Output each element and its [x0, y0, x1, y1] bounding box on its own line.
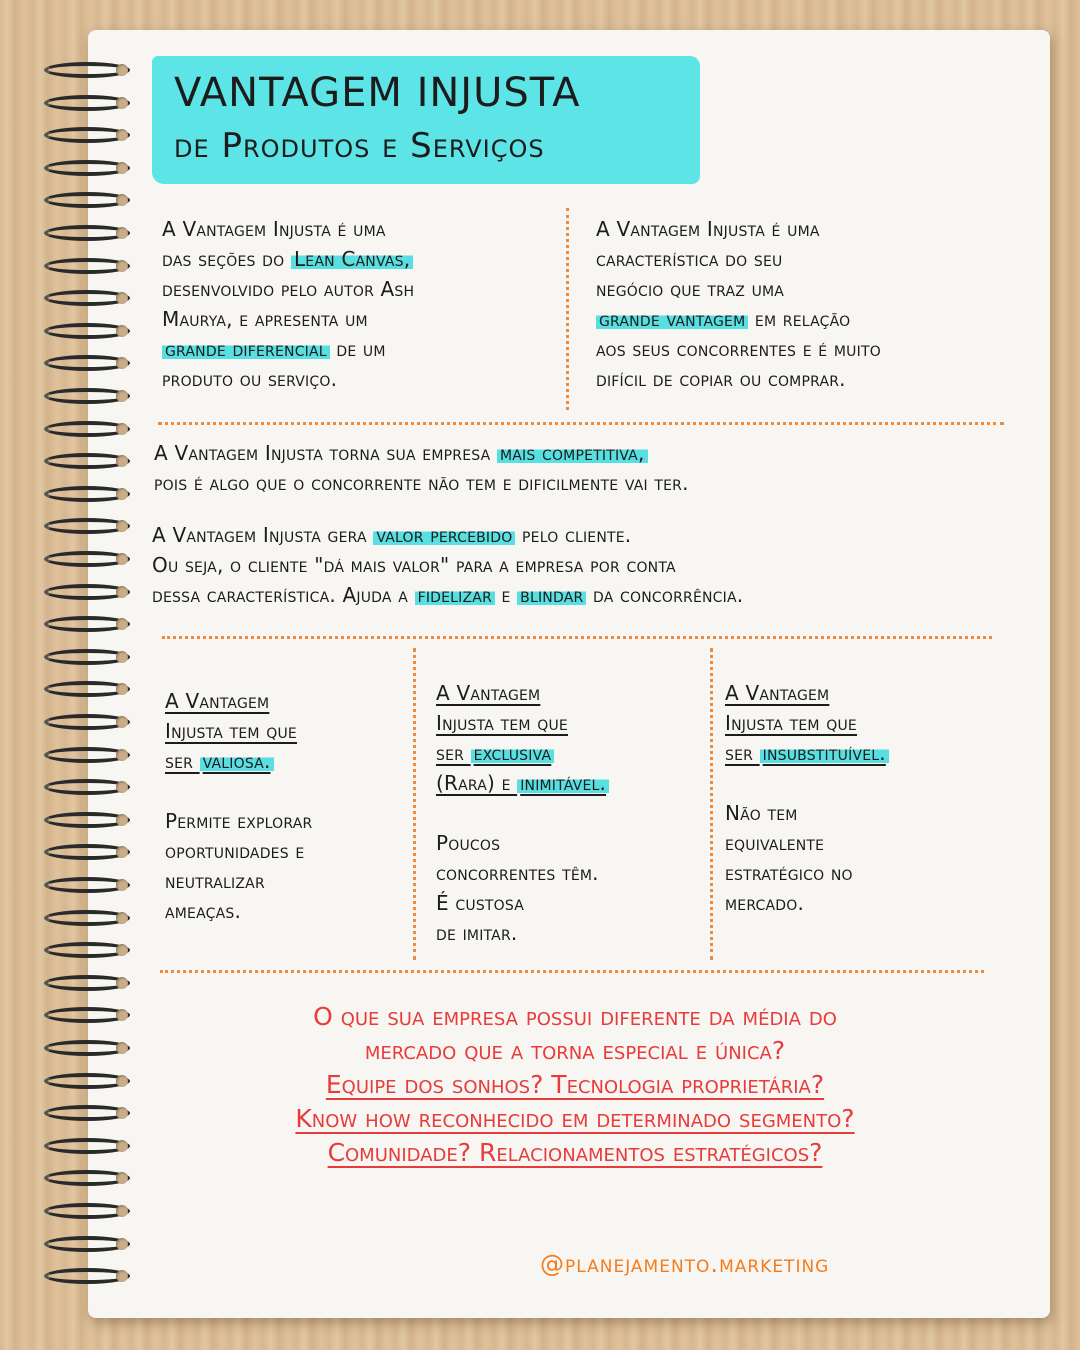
column-exclusive-heading: A Vantagem Injusta tem que ser exclusiva (Rara) e inimitável.	[436, 678, 706, 798]
binding-hole	[116, 912, 128, 924]
column-valuable-heading: A Vantagem Injusta tem que ser valiosa.	[165, 689, 297, 773]
column-irreplaceable-body: Não tem equivalente estratégico no mercado.	[725, 801, 853, 915]
binding-hole	[116, 488, 128, 500]
closing-question	[150, 1000, 1000, 1170]
title-box	[152, 56, 700, 184]
instagram-handle: @planejamento.marketing	[540, 1250, 830, 1278]
binding-hole	[116, 64, 128, 76]
binding-hole	[116, 1205, 128, 1217]
binding-hole	[116, 586, 128, 598]
divider-horizontal	[162, 636, 992, 639]
binding-hole	[116, 879, 128, 891]
divider-horizontal	[160, 970, 984, 973]
binding-hole	[116, 651, 128, 663]
page-title: VANTAGEM INJUSTA	[174, 70, 581, 116]
column-exclusive-body: Poucos concorrentes têm. É custosa de imitar.	[436, 831, 599, 945]
binding-hole	[116, 1042, 128, 1054]
binding-hole	[116, 162, 128, 174]
binding-hole	[116, 97, 128, 109]
binding-hole	[116, 1140, 128, 1152]
question-line: mercado que a torna especial e única?	[364, 1036, 786, 1065]
page-subtitle: de Produtos e Serviços	[174, 126, 545, 166]
divider-horizontal	[158, 422, 1004, 425]
binding-hole	[116, 325, 128, 337]
binding-hole	[116, 1075, 128, 1087]
binding-hole	[116, 749, 128, 761]
divider-vertical	[566, 208, 569, 410]
column-valuable-body: Permite explorar oportunidades e neutralizar ameaças.	[165, 809, 313, 923]
binding-hole	[116, 390, 128, 402]
competitive-block: A Vantagem Injusta torna sua empresa mais competitiva, pois é algo que o concorrente não tem e dificilmente vai ter.	[154, 441, 689, 495]
binding-hole	[116, 553, 128, 565]
intro-block-left: A Vantagem Injusta é uma das seções do Lean Canvas, desenvolvido pelo autor Ash Maurya, e apresenta um grande diferencial de um produto ou serviço.	[162, 217, 415, 391]
binding-hole	[116, 716, 128, 728]
binding-hole	[116, 1238, 128, 1250]
binding-hole	[116, 814, 128, 826]
question-line: Know how reconhecido em determinado segmento?	[295, 1104, 855, 1133]
divider-vertical	[710, 648, 713, 960]
question-line: O que sua empresa possui diferente da média do	[313, 1002, 837, 1031]
binding-hole	[116, 227, 128, 239]
divider-vertical	[413, 648, 416, 960]
binding-hole	[116, 977, 128, 989]
perceived-value-block: A Vantagem Injusta gera valor percebido pelo cliente. Ou seja, o cliente "dá mais valor" para a empresa por conta dessa característica. Ajuda a fidelizar e blindar da concorrência.	[152, 523, 744, 607]
binding-hole	[116, 260, 128, 272]
question-line: Comunidade? Relacionamentos estratégicos?	[327, 1138, 823, 1167]
intro-block-right: A Vantagem Injusta é uma característica do seu negócio que traz uma grande vantagem em relação aos seus concorrentes e é muito difícil de copiar ou comprar.	[596, 217, 881, 391]
column-irreplaceable-heading: A Vantagem Injusta tem que ser insubstituível.	[725, 678, 995, 768]
question-line: Equipe dos sonhos? Tecnologia proprietária?	[325, 1070, 825, 1099]
binding-hole	[116, 423, 128, 435]
